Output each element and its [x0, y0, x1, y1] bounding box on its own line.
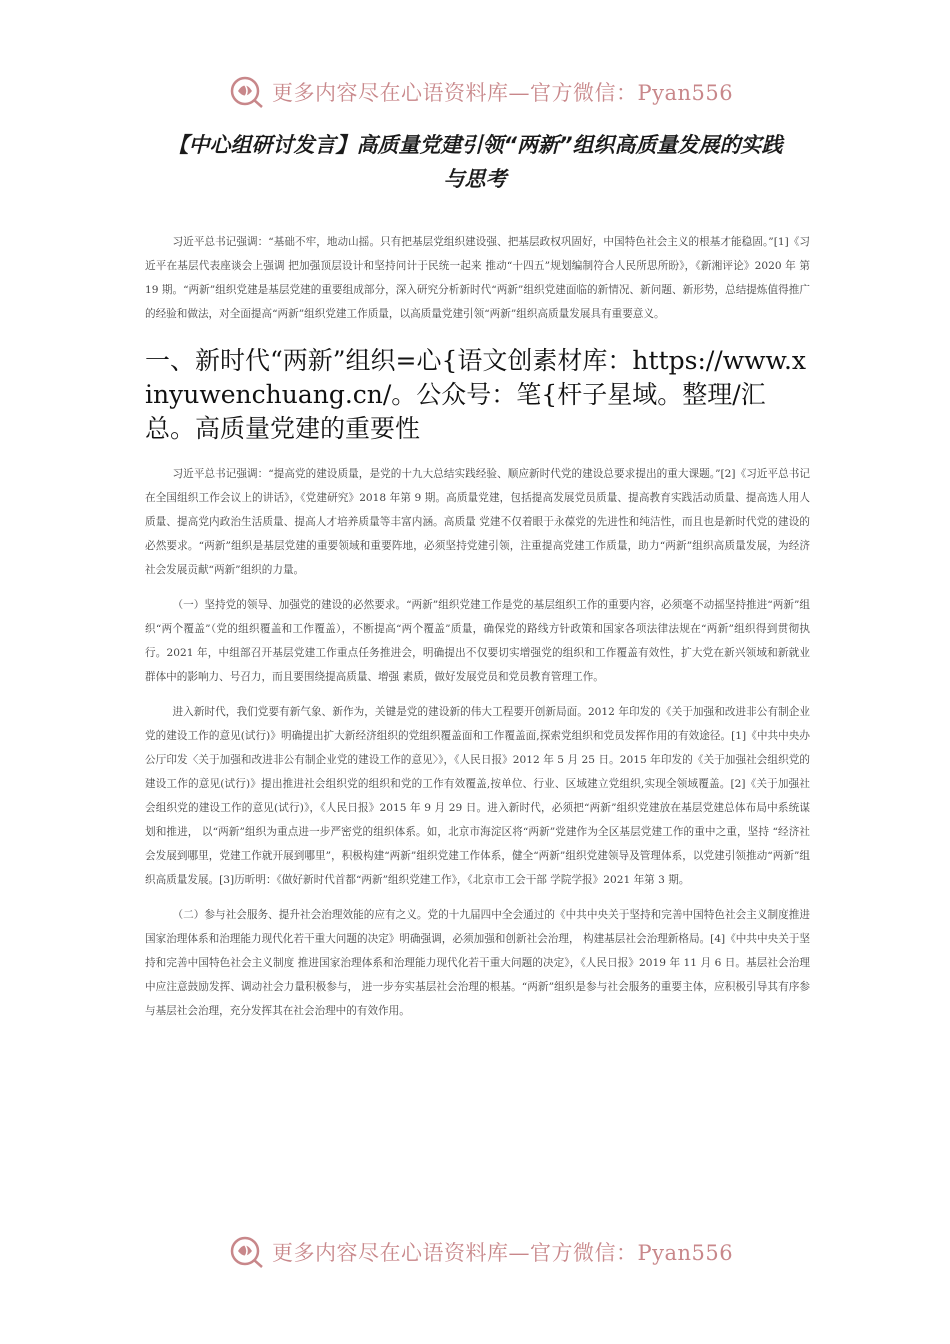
paragraph-quality: 习近平总书记强调：“提高党的建设质量，是党的十九大总结实践经验、顺应新时代党的建设总要求提出的重大课题。”[2]《习近平总书记在全国组织工作会议上的讲话》，《党建研究》2018 年第 9 期。高质量党建，包括提高发展党员质量、提高教育实践活动质量、提高选人用人质量、提高党内政治生活质量、提高人才培养质量等丰富内涵。高质量 党建不仅着眼于永葆党的先进性和纯洁性，而且也是新时代党的建设的必然要求。“两新”组织是基层党建的重要领域和重要阵地，必须坚持党建引领，注重提高党建工作质量，助力“两新”组织高质量发展，为经济社会发展贡献“两新”组织的力量。	[145, 468, 810, 576]
banner-text: 更多内容尽在心语资料库—官方微信：Pyan556	[272, 1241, 734, 1265]
document-body	[145, 230, 810, 1023]
title-line-2: 与思考	[443, 167, 507, 191]
document-title	[140, 128, 810, 196]
paragraph-point-one: （一）坚持党的领导、加强党的建设的必然要求。“两新”组织党建工作是党的基层组织工作的重要内容，必须毫不动摇坚持推进“两新”组织“两个覆盖”（党的组织覆盖和工作覆盖），不断提高“两个覆盖”质量，确保党的路线方针政策和国家各项法律法规在“两新”组织得到贯彻执行。2021 年，中组部召开基层党建工作重点任务推进会，明确提出不仅要切实增强党的组织和工作覆盖有效性，扩大党在新兴领域和新就业群体中的影响力、号召力，而且要围绕提高质量、增强 素质，做好发展党员和党员教育管理工作。	[145, 599, 810, 683]
rose-logo-icon	[228, 1234, 266, 1270]
title-line-1: 【中心组研讨发言】高质量党建引领“两新”组织高质量发展的实践	[167, 133, 783, 157]
section-heading: 一、新时代“两新”组织=心{语文创素材库：https://www.xinyuwenchuang.cn/。公众号：笔{杆子星域。整理/汇总。高质量党建的重要性	[145, 346, 806, 443]
footer-banner	[228, 1232, 733, 1272]
paragraph-new-era: 进入新时代，我们党要有新气象、新作为，关键是党的建设新的伟大工程要开创新局面。2012 年印发的《关于加强和改进非公有制企业党的建设工作的意见(试行)》明确提出扩大新经济组织的党组织覆盖面和工作覆盖面,探索党组织和党员发挥作用的有效途径。[1]《中共中央办公厅印发〈关于加强和改进非公有制企业党的建设工作的意见〉》，《人民日报》2012 年 5 月 25 日。2015 年印发的《关于加强社会组织党的建设工作的意见(试行)》提出推进社会组织党的组织和党的工作有效覆盖,按单位、行业、区域建立党组织,实现全领域覆盖。[2]《关于加强社会组织党的建设工作的意见(试行)》，《人民日报》2015 年 9 月 29 日。进入新时代，必须把“两新”组织党建放在基层党建总体布局中系统谋划和推进， 以“两新”组织为重点进一步严密党的组织体系。如，北京市海淀区将“两新”党建作为全区基层党建工作的重中之重，坚持 “经济社会发展到哪里，党建工作就开展到哪里”，积极构建“两新”组织党建工作体系，健全“两新”组织党建领导及管理体系，以党建引领推动“两新”组织高质量发展。[3]历昕明：《做好新时代首都“两新”组织党建工作》，《北京市工会干部 学院学报》2021 年第 3 期。	[145, 706, 810, 886]
header-banner	[228, 72, 733, 112]
banner-text: 更多内容尽在心语资料库—官方微信：Pyan556	[272, 81, 734, 105]
paragraph-intro: 习近平总书记强调：“基础不牢，地动山摇。只有把基层党组织建设强、把基层政权巩固好，中国特色社会主义的根基才能稳固。”[1]《习近平在基层代表座谈会上强调 把加强顶层设计和坚持问计于民统一起来 推动“十四五”规划编制符合人民所思所盼》，《新湘评论》2020 年 第 19 期。“两新”组织党建是基层党建的重要组成部分，深入研究分析新时代“两新”组织党建面临的新情况、新问题、新形势，总结提炼值得推广的经验和做法，对全面提高“两新”组织党建工作质量，以高质量党建引领“两新”组织高质量发展具有重要意义。	[145, 236, 810, 320]
rose-logo-icon	[228, 74, 266, 110]
paragraph-point-two: （二）参与社会服务、提升社会治理效能的应有之义。党的十九届四中全会通过的《中共中央关于坚持和完善中国特色社会主义制度推进国家治理体系和治理能力现代化若干重大问题的决定》明确强调，必须加强和创新社会治理， 构建基层社会治理新格局。[4]《中共中央关于坚持和完善中国特色社会主义制度 推进国家治理体系和治理能力现代化若干重大问题的决定》，《人民日报》2019 年 11 月 6 日。基层社会治理中应注意鼓励发挥、调动社会力量积极参与， 进一步夯实基层社会治理的根基。“两新”组织是参与社会服务的重要主体，应积极引导其有序参与基层社会治理，充分发挥其在社会治理中的有效作用。	[145, 909, 810, 1017]
